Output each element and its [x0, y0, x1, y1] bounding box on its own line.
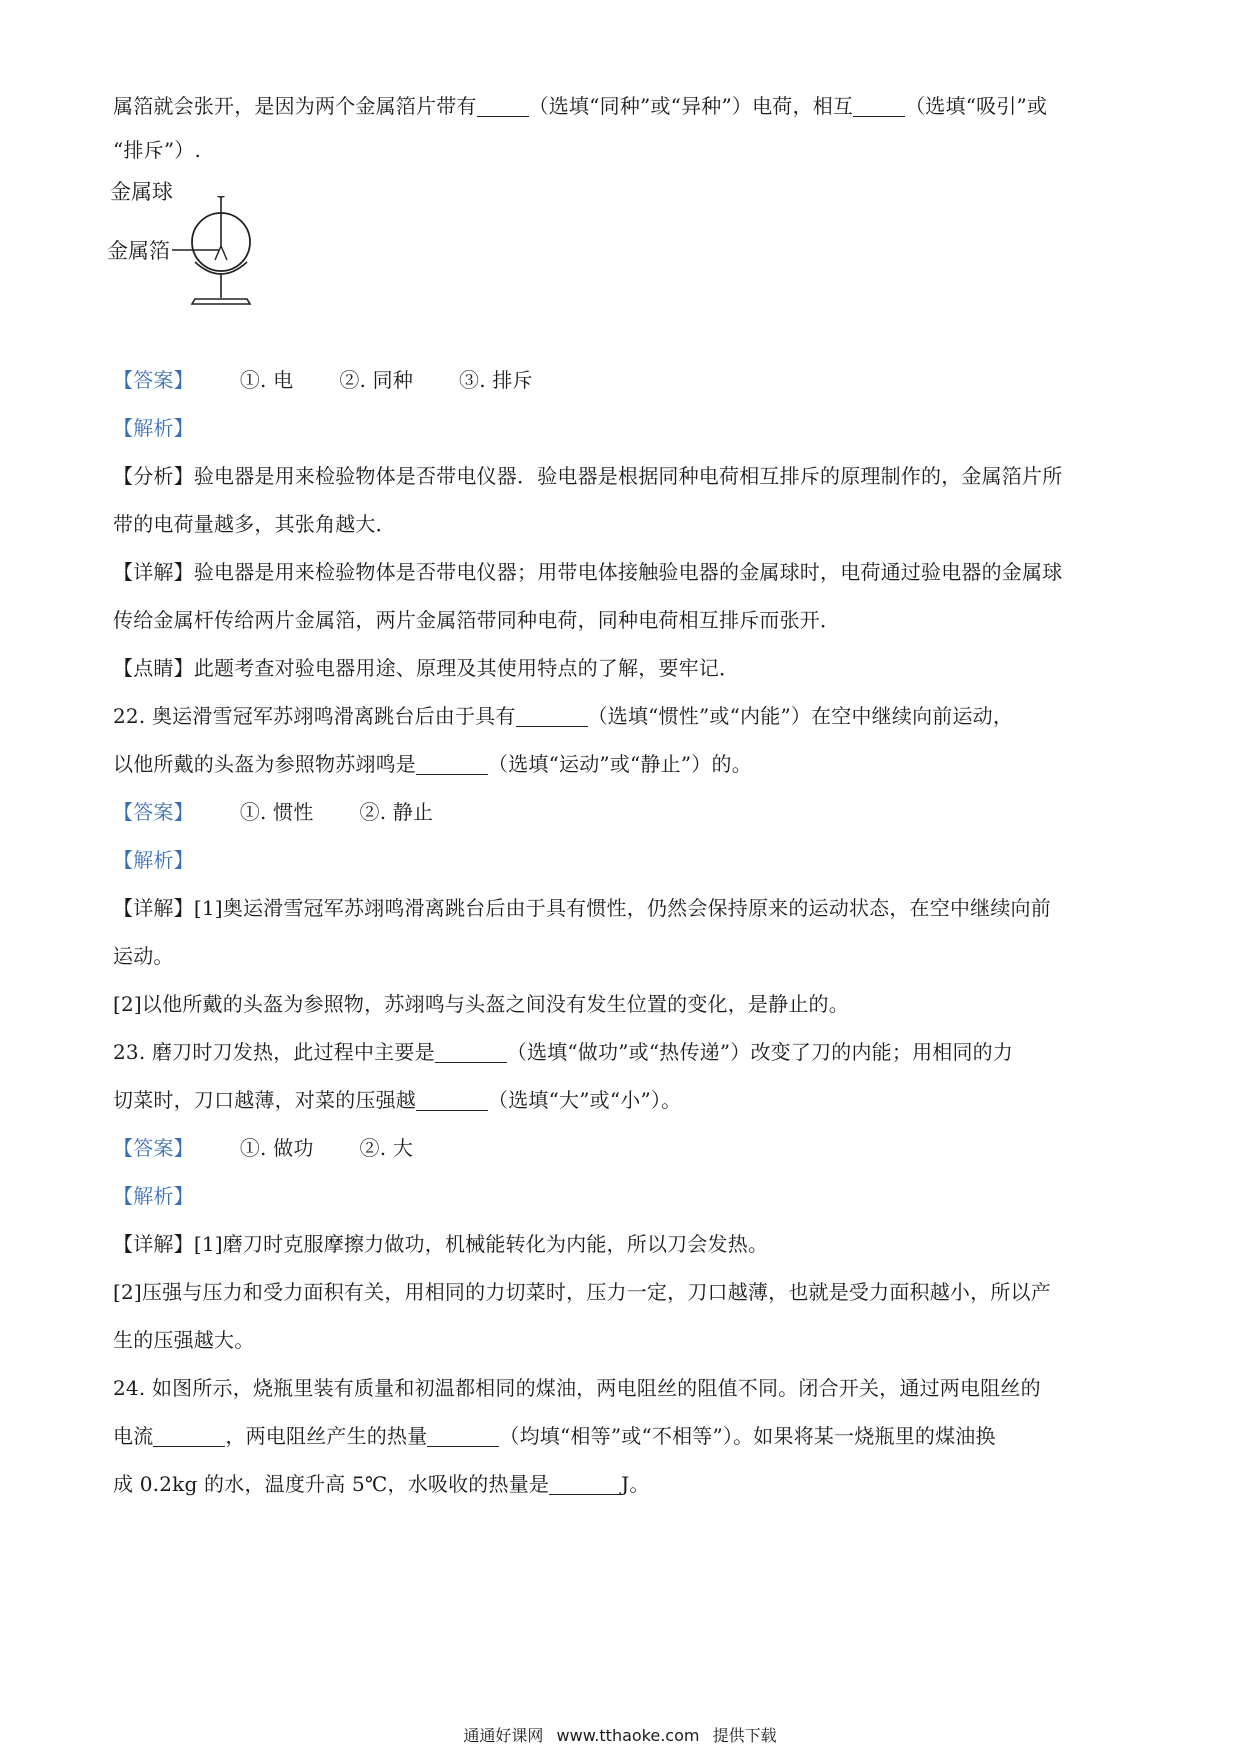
answer-blank — [427, 1426, 499, 1447]
answer-blank — [516, 706, 588, 727]
electroscope-diagram — [110, 196, 310, 346]
q22-analysis-tag: 【解析】 — [113, 848, 194, 872]
q21-dianjing: 【点睛】此题考查对验电器用途、原理及其使用特点的了解，要牢记． — [113, 656, 740, 680]
q21-analysis-tag: 【解析】 — [113, 416, 194, 440]
q21-xiangjie-1: 【详解】验电器是用来检验物体是否带电仪器；用带电体接触验电器的金属球时，电荷通过验电器的金属球 — [113, 560, 1063, 584]
label-metal-foil: 金属箔 — [107, 239, 170, 263]
q22-detail-2: [2]以他所戴的头盔为参照物，苏翊鸣与头盔之间没有发生位置的变化，是静止的。 — [113, 992, 849, 1016]
electroscope-figure — [107, 180, 310, 346]
q24-stem-3: 成 0.2kg 的水，温度升高 5℃，水吸收的热量是 J。 — [113, 1472, 650, 1496]
q21-fenxi-1: 【分析】验电器是用来检验物体是否带电仪器．验电器是根据同种电荷相互排斥的原理制作的，金属箔片所 — [113, 464, 1063, 488]
footer-url[interactable]: www.tthaoke.com — [556, 1726, 700, 1745]
answer-blank — [416, 754, 488, 775]
answer-blank — [477, 96, 529, 117]
q23-detail-2a: [2]压强与压力和受力面积有关，用相同的力切菜时，压力一定，刀口越薄，也就是受力面积越小，所以产 — [113, 1280, 1051, 1304]
answer-blank — [416, 1090, 488, 1111]
footer-note: 提供下载 — [712, 1726, 777, 1745]
q22-detail-1b: 运动。 — [113, 944, 174, 968]
answer-blank — [549, 1474, 621, 1495]
q22-stem-2: 以他所戴的头盔为参照物苏翊鸣是 （选填“运动”或“静止”）的。 — [113, 752, 752, 776]
answer-blank — [853, 96, 905, 117]
q22-answer: 【答案】 ①. 惯性 ②. 静止 — [113, 800, 434, 824]
q21-fenxi-2: 带的电荷量越多，其张角越大． — [113, 512, 396, 536]
q23-stem-1: 23. 磨刀时刀发热，此过程中主要是 （选填“做功”或“热传递”）改变了刀的内能；用相同的力 — [113, 1040, 1014, 1064]
q21-answer: 【答案】 ①. 电 ②. 同种 ③. 排斥 — [113, 368, 533, 392]
label-metal-ball: 金属球 — [110, 180, 173, 204]
q23-answer: 【答案】 ①. 做功 ②. 大 — [113, 1136, 414, 1160]
q23-analysis-tag: 【解析】 — [113, 1184, 194, 1208]
footer-site: 通通好课网 — [463, 1726, 544, 1745]
q21-line2: “排斥”）. — [113, 138, 202, 162]
q23-stem-2: 切菜时，刀口越薄，对菜的压强越 （选填“大”或“小”）。 — [113, 1088, 682, 1112]
q21-xiangjie-2: 传给金属杆传给两片金属箔，两片金属箔带同种电荷，同种电荷相互排斥而张开． — [113, 608, 841, 632]
q21-line1: 属箔就会张开，是因为两个金属箔片带有 （选填“同种”或“异种”）电荷，相互 （选填“吸引”或 — [113, 94, 1048, 118]
q23-detail-2b: 生的压强越大。 — [113, 1328, 255, 1352]
q22-detail-1: 【详解】[1]奥运滑雪冠军苏翊鸣滑离跳台后由于具有惯性，仍然会保持原来的运动状态，在空中继续向前 — [113, 896, 1051, 920]
page-footer — [0, 1726, 1240, 1746]
q22-stem-1: 22. 奥运滑雪冠军苏翊鸣滑离跳台后由于具有 （选填“惯性”或“内能”）在空中继续向前运动， — [113, 704, 1014, 728]
q24-stem-2: 电流 ，两电阻丝产生的热量 （均填“相等”或“不相等”）。如果将某一烧瓶里的煤油换 — [113, 1424, 996, 1448]
q23-detail-1: 【详解】[1]磨刀时克服摩擦力做功，机械能转化为内能，所以刀会发热。 — [113, 1232, 769, 1256]
answer-blank — [435, 1042, 507, 1063]
q24-stem-1: 24. 如图所示，烧瓶里装有质量和初温都相同的煤油，两电阻丝的阻值不同。闭合开关，通过两电阻丝的 — [113, 1376, 1041, 1400]
answer-blank — [153, 1426, 225, 1447]
